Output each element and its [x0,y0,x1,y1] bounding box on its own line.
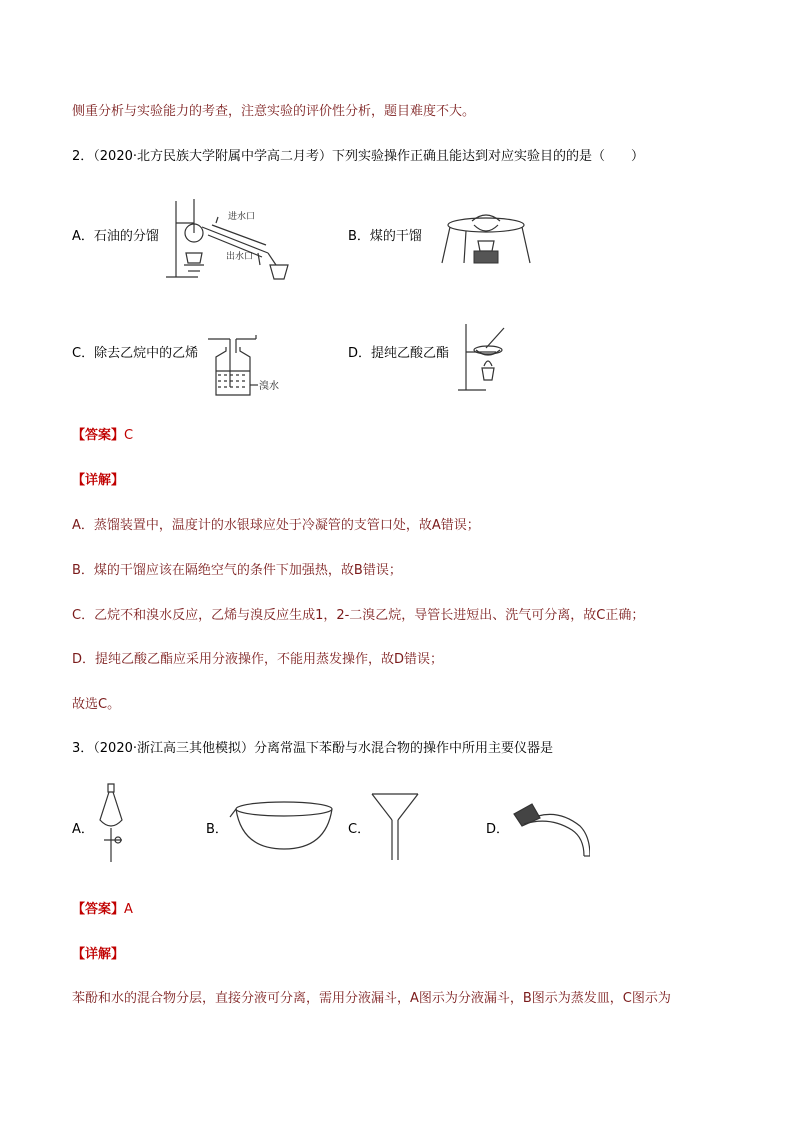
q3-detail-tag: 【详解】 [72,947,125,962]
separatory-funnel-figure [94,782,130,866]
q2-explanation-b: B．煤的干馏应该在隔绝空气的条件下加强热，故B错误； [72,563,402,578]
q2-answer [72,427,133,445]
q2-explanation-a: A．蒸馏装置中，温度计的水银球应处于冷凝管的支管口处，故A错误； [72,518,480,533]
q2-answer-value: C [124,428,134,443]
q2-option-a-label: A．石油的分馏 [72,229,159,244]
outlet-label: 出水口 [226,252,254,262]
q3-answer [72,901,133,919]
q2-option-c-label: C．除去乙烷中的乙烯 [72,346,199,361]
bromine-water-label: 溴水 [259,381,279,392]
question-3-stem: 3．（2020·浙江高三其他模拟）分离常温下苯酚与水混合物的操作中所用主要仪器是 [72,741,553,756]
q3-answer-tag: 【答案】 [72,902,125,917]
q2-option-b-label: B．煤的干馏 [348,229,422,244]
evaporation-setup-figure [456,320,512,394]
q3-option-c-label: C． [348,822,371,837]
gas-washing-bottle-figure [206,331,286,399]
q2-detail-tag: 【详解】 [72,473,125,488]
q2-conclusion: 故选C。 [72,697,121,712]
q2-explanation-c: C．乙烷不和溴水反应，乙烯与溴反应生成1，2-二溴乙烷，导管长进短出、洗气可分离，故C正确； [72,608,645,623]
q2-option-d-label: D．提纯乙酸乙酯 [348,346,450,361]
q3-option-b-label: B． [206,822,228,837]
inlet-label: 进水口 [228,212,256,222]
evaporating-dish-figure [228,799,338,853]
coal-dry-distillation-figure [436,203,536,267]
q3-option-d-label: D． [486,822,510,837]
funnel-figure [370,790,420,864]
retort-figure [510,800,590,860]
question-2-stem: 2．（2020·北方民族大学附属中学高二月考）下列实验操作正确且能达到对应实验目的的是（ ） [72,149,644,164]
q3-explanation: 苯酚和水的混合物分层，直接分液可分离，需用分液漏斗，A图示为分液漏斗，B图示为蒸发皿，C图示为 [72,991,671,1006]
q3-answer-value: A [124,902,133,917]
q2-answer-tag: 【答案】 [72,428,125,443]
q3-option-a-label: A． [72,822,94,837]
intro-text: 侧重分析与实验能力的考查，注意实验的评价性分析，题目难度不大。 [72,104,476,119]
q2-explanation-d: D．提纯乙酸乙酯应采用分液操作，不能用蒸发操作，故D错误； [72,652,444,667]
distillation-apparatus-figure [164,193,304,287]
